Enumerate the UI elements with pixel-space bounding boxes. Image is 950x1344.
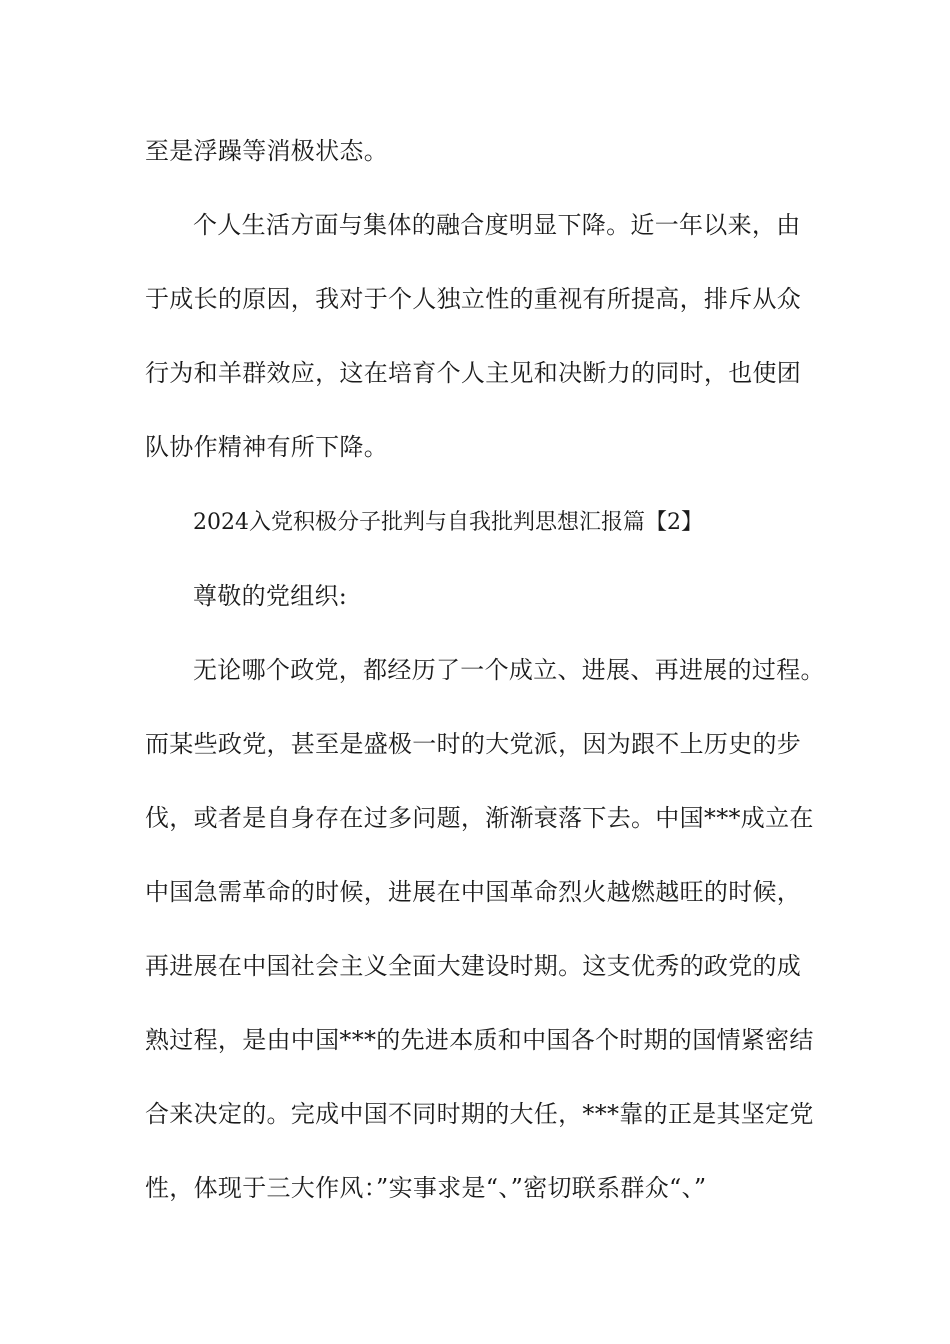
text-line-3: 于成长的原因，我对于个人独立性的重视有所提高，排斥从众 bbox=[145, 285, 802, 313]
paragraph-line-2: 个人生活方面与集体的融合度明显下降。近一年以来，由 bbox=[193, 211, 801, 239]
text-line-4: 行为和羊群效应，这在培育个人主见和决断力的同时，也使团 bbox=[145, 359, 802, 387]
salutation: 尊敬的党组织: bbox=[193, 582, 348, 610]
text-line-5: 队协作精神有所下降。 bbox=[145, 433, 388, 461]
text-line-14: 合来决定的。完成中国不同时期的大任，***靠的正是其坚定党 bbox=[145, 1100, 814, 1128]
section-heading: 2024入党积极分子批判与自我批判思想汇报篇【2】 bbox=[193, 510, 703, 535]
text-line-1: 至是浮躁等消极状态。 bbox=[145, 137, 388, 165]
text-line-11: 中国急需革命的时候，进展在中国革命烈火越燃越旺的时候， bbox=[145, 878, 802, 906]
text-line-10: 伐，或者是自身存在过多问题，渐渐衰落下去。中国***成立在 bbox=[145, 804, 814, 832]
text-line-15: 性，体现于三大作风：”实事求是“、”密切联系群众“、” bbox=[145, 1174, 707, 1202]
text-line-13: 熟过程，是由中国***的先进本质和中国各个时期的国情紧密结 bbox=[145, 1026, 814, 1054]
paragraph-line-8: 无论哪个政党，都经历了一个成立、进展、再进展的过程。 bbox=[193, 656, 825, 684]
text-line-9: 而某些政党，甚至是盛极一时的大党派，因为跟不上历史的步 bbox=[145, 730, 802, 758]
text-line-12: 再进展在中国社会主义全面大建设时期。这支优秀的政党的成 bbox=[145, 952, 802, 980]
